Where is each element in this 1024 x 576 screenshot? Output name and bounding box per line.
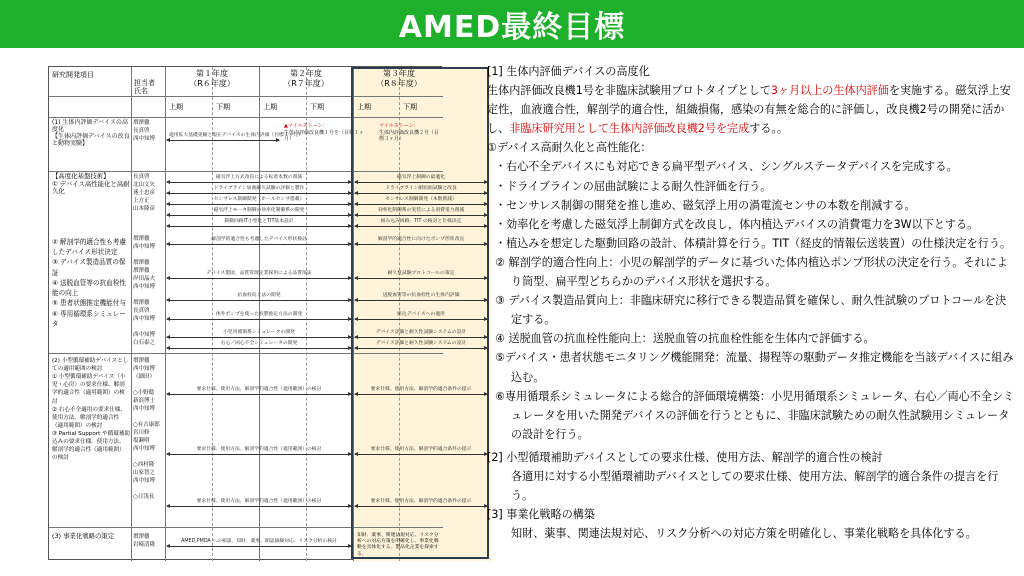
row-names-5: 増澤徹 岩崎清隆 bbox=[133, 534, 156, 549]
schedule-bar: 磁気浮上モータ制御の効率化制御系の開発 bbox=[167, 208, 351, 217]
bullet: ・植込みを想定した駆動回路の設計、体積計算を行う。TIT（経皮的情報伝送装置）の仕様決定を行う。 bbox=[495, 236, 1012, 250]
section-1-item-3: ③ デバイス製造品質向上：非臨床研究に移行できる製造品質を確保し、耐久性試験のプロトコールを決定する。 bbox=[495, 294, 1007, 327]
schedule-bar: 抗血栓向上法の開発 bbox=[167, 293, 351, 302]
header-person: 担当者 氏名 bbox=[134, 79, 155, 96]
row-item-3: ② 解剖学的適合性も考慮したデバイス形状決定 ③ デバイス製造品質の保証 ④ 送脱血管等の抗血栓性能の向上 ⑤ 患者状態推定機能付与 ⑥ 専用循環系シミュレータ bbox=[52, 238, 126, 328]
section-3-heading: [3] 事業化戦略の構築 bbox=[487, 508, 595, 522]
year3-frame bbox=[351, 67, 489, 559]
section-1-item-2: ② 解剖学的適合性向上：小児の解剖学的データに基づいた体内植込ポンプ形状の決定を行う。それにより筒型、扁平型どちらかのデバイス形状を選択する。 bbox=[495, 255, 1008, 289]
section-1-paragraph: 生体内評価改良機1号を非臨床試験用プロトタイプとして3ヶ月以上の生体内評価を実施する。磁気浮上安定性，血液適合性，解剖学的適合性，組織損傷，感染の有無を総合的に評価し，改良機2号の開発に活かし、非臨床研究用として生体内評価改良機2号を完成する。。 bbox=[487, 84, 1011, 136]
schedule-bar: 右心／両心不全シミュレータの開発 bbox=[167, 341, 351, 350]
bullet: ・ドライブラインの屈曲試験による耐久性評価を行う。 bbox=[495, 179, 772, 193]
schedule-bar: センサレス制御開発（本数削減） bbox=[355, 197, 487, 206]
schedule-bar: デバイス評価と耐久性試験システムの設計 bbox=[355, 330, 487, 339]
milestone-2: マイルストーン： 生体内評価改良機２号（目標３ヶ月） bbox=[379, 123, 440, 142]
section-1-item-1: ①デバイス高耐久化と高性能化： bbox=[487, 141, 652, 155]
schedule-bar: 磁気浮上制御の最適化 bbox=[355, 175, 487, 184]
section-3-body: 知財、薬事、関連法規対応、リスク分析への対応方策を明確化し、事業化戦略を具体化する。 bbox=[511, 527, 977, 541]
schedule-bar: 要求仕様、使用方法、解剖学的適合性（適用範囲）の検討 bbox=[167, 499, 351, 508]
schedule-bar-text: 知財、薬事、関連法規対応、リスク分析への対応方策を明確化し、事業化戦略を具体化する。製品化企業を探索する。 bbox=[357, 533, 439, 557]
schedule-bar: センサレス制御開発（ホールセンサ搭載） bbox=[167, 197, 351, 206]
row-item-4: (2) 小型循環補助デバイスとしての適用範囲の検討 ① 小型循環補助デバイス（小児・心房）の要求仕様、解剖学的適合性（適用範囲）の検討 ② 右心不全適用の要求仕様、使用方法、解剖学的適合性（適用範囲）の検討 ③ Partial Support や循環補助込みの要求仕様、使用方法、解剖学的適合性（適用範囲）の検討 bbox=[52, 358, 131, 462]
schedule-bar: 解剖学的適合性も考慮したデバイス形状検討 bbox=[167, 237, 351, 246]
schedule-bar: 組み込み回路、TIT の検討と仕様決定 bbox=[355, 219, 487, 228]
row-item-2: 【高度化基盤技術】 ① デバイス高性能化と高耐久化 bbox=[52, 172, 130, 196]
schedule-bar: 要求仕様、使用方法、解剖学的適合条件の提示 bbox=[355, 499, 487, 508]
row-item-5: (3) 事業化戦略の策定 bbox=[52, 532, 115, 540]
page-title: AMED最終目標 bbox=[398, 10, 626, 45]
half-label: 下期 bbox=[310, 103, 324, 111]
title-banner bbox=[0, 0, 1024, 48]
row-names-1: 増澤徹 長真啓 西中知博 bbox=[133, 120, 156, 143]
year-2-header: 第２年度 （R７年度） bbox=[283, 69, 329, 89]
header-item: 研究開発項目 bbox=[52, 71, 94, 79]
half-label: 下期 bbox=[216, 103, 230, 111]
section-1-heading: [1] 生体内評価デバイスの高度化 bbox=[487, 65, 650, 78]
section-1-item-4: ④ 送脱血管の抗血栓性能向上：送脱血管の抗血栓性能を生体内で評価する。 bbox=[495, 332, 875, 346]
row-item-1: (1) 生体内評価デバイスの高度化 【生体内評価デバイスの改良と動物実験】 bbox=[52, 119, 130, 148]
schedule-bar: 要求仕様、使用方法、解剖学的適合条件の提示 bbox=[355, 387, 487, 396]
schedule-bar: デバイス製図、品質管理企業採用による品質保証 bbox=[167, 271, 351, 280]
goals-text bbox=[487, 62, 1017, 543]
year-1-header: 第１年度 （R６年度） bbox=[189, 69, 235, 89]
row-names-4: 増澤徹 西中知博 （細田） ○小野稔 新浪博士 西中知博 ○有吉康郎 宮川修 塩瀬明 西中知博 ○西村隆 山家智之 西中知博 ○日浅長 bbox=[133, 358, 160, 501]
section-1-item-6: ⑥専用循環系シミュレータによる総合的評価環境構築：小児用循環系シミュレータ、右心／両心不全シミュレータを用いた開発デバイスの評価を行うとともに、非臨床試験ための耐久性試験用シミュレータの設計を行う。 bbox=[495, 389, 1015, 441]
bullet: ・右心不全デバイスにも対応できる扁平型デバイス、シングルステータデバイスを完成する。 bbox=[495, 160, 958, 174]
schedule-bar: ドライブライン屈曲耐久試験の評価と製作 bbox=[167, 186, 351, 195]
schedule-bar: 制動回路IT小型化とTIT基本設計 bbox=[167, 219, 351, 228]
row-names-2: 長真啓 北山文矢 迷士忠彦 上方正 山本隆彦 bbox=[133, 174, 156, 213]
row-names-3: 増澤徹 西中知博 増澤徹 増澤徹 岸田晶夫 西中知博 増澤徹 長真啓 西中知博 西中知博 白石泰之 bbox=[133, 236, 156, 347]
half-label: 上期 bbox=[169, 103, 183, 111]
half-label: 下期 bbox=[403, 103, 417, 111]
schedule-bar: ドライブライン耐屈曲試験と改良 bbox=[355, 186, 487, 195]
schedule-bar: 効率化制御系の実装による消費電力削減 bbox=[355, 208, 487, 217]
schedule-bar: デバイス評価と耐久性試験システムの設計 bbox=[355, 341, 487, 350]
schedule-bar: 解剖学的適合性に向けたポンプ形状改良 bbox=[355, 237, 487, 246]
half-label: 上期 bbox=[357, 103, 371, 111]
schedule-bar: 耐久性試験プロトコールの策定 bbox=[355, 271, 487, 280]
schedule-bar: 小児用循環系シミュレータの開発 bbox=[167, 330, 351, 339]
half-label: 上期 bbox=[263, 103, 277, 111]
section-2-heading: [2] 小型循環補助デバイスとしての要求仕様、使用方法、解剖学的適合性の検討 bbox=[487, 450, 883, 464]
section-1-item-5: ⑤デバイス・患者状態モニタリング機能開発：流量、揚程等の駆動データ推定機能を当該デバイスに組み込む。 bbox=[495, 351, 1014, 384]
bullet: ・効率化を考慮した磁気浮上制御方式を改良し，体内植込デバイスの消費電力を3W以下とする。 bbox=[495, 217, 979, 231]
bullet: ・センサレス制御の開発を推し進め、磁気浮上用の渦電流センサの本数を削減する。 bbox=[495, 198, 916, 212]
schedule-bar: 送脱血管等の抗血栓性の生体内評価 bbox=[355, 293, 487, 302]
milestone-1: ▲マイルストーン： 生体内評価改良機１号を（目標１ヶ月） bbox=[284, 123, 365, 142]
section-2-body: 各適用に対する小型循環補助デバイスとしての要求仕様、使用方法、解剖学的適合条件の提言を行う。 bbox=[511, 469, 999, 503]
schedule-bar: 要求仕様、使用方法、解剖学的適合性（適用範囲）の検討 bbox=[167, 447, 351, 456]
schedule-bar: 組込デバイスへの適用 bbox=[355, 312, 487, 321]
schedule-bar: 要求仕様、使用方法、解剖学的適合条件の提示 bbox=[355, 447, 487, 456]
schedule-table bbox=[48, 66, 472, 560]
schedule-bar: 磁気浮上方式改良による転着本数の削減 bbox=[167, 175, 351, 184]
schedule-bar: 要求仕様、使用方法、解剖学的適合性（適用範囲）の検討 bbox=[167, 387, 351, 396]
schedule-bar: 体外ポンプを使った状態推定方法の開発 bbox=[167, 312, 351, 321]
year-3-header: 第３年度 （R８年度） bbox=[376, 69, 422, 89]
schedule-bar: AMED,PMDA への相談、知財、薬事、開認値級対応、リスク分析の検討 bbox=[167, 539, 351, 548]
schedule-bar: 適用拡大基礎実験と現在デバイスの生体内評価（目標１ヶ月） bbox=[167, 133, 279, 142]
